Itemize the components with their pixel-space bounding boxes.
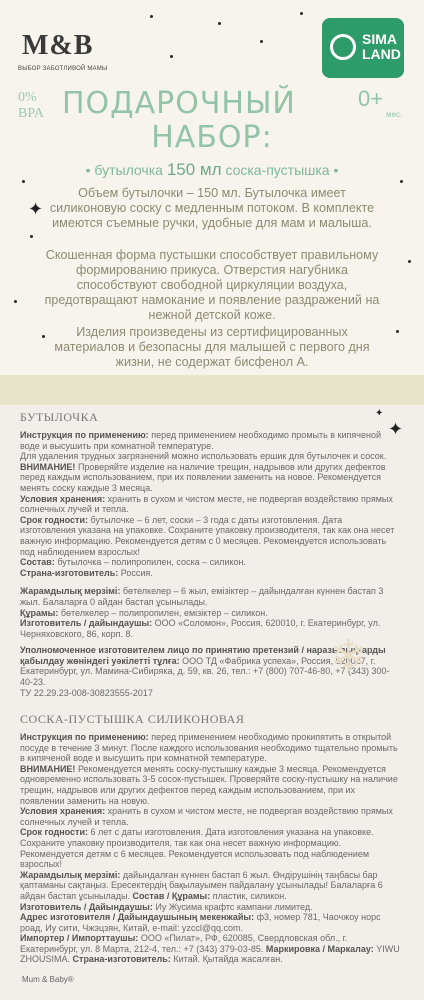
label: Срок годности: [20,514,88,525]
sub-pacifier: соска-пустышка • [225,162,339,178]
label: Изготовитель / дайындаушы: [20,618,153,629]
set-contents [0,160,424,180]
text: хранить в сухом и чистом месте, не подвергая воздействию прямых солнечных лучей и тепла. [20,493,393,515]
text: пластик, силикон. [212,890,287,901]
bpa-label: BPA [18,106,44,121]
description-2: Скошенная форма пустышки способствует правильному формированию прикуса. Отверстия нагубника способствуют свободной циркуляции воздуха, предотвращают намокание и появление раздражений на нежной детской коже. [44,248,380,322]
title-line-1: ПОДАРОЧНЫЙ [62,86,296,121]
text: ООО ТД «Фабрика успеха», Россия, 620027, г. Екатеринбург, ул. Мамина-Сибиряка, д. 59, кв. 26, тел.: +7 (800) 707-46-80, +7 (343) 300-40-23. [20,655,390,688]
text: YIWU ZHOUSIMA. [20,943,400,965]
sima-land-text-2: LAND [362,46,401,62]
label: Құрамы: [20,607,59,618]
footer-brand: Mum & Baby® [22,975,74,984]
decor-dot [260,40,263,43]
title-line-2: НАБОР: [151,120,273,155]
text: ООО «Пилат», РФ, 620085, Свердловская обл., г. Екатеринбург, ул. 8 Марта, 212-4, тел.: +7 (343) 379-03-85. [20,933,348,954]
mb-logo: M&B [22,30,94,61]
label: Маркировка / Маркалау: [265,943,374,954]
label: Состав / Құрамы: [132,890,211,901]
description-1: Объем бутылочки – 150 мл. Бутылочка имеет силиконовую соску с медленным потоком. В комплекте имеются съемные ручки, удобные для мам и малыша. [49,186,375,230]
decor-dot [408,260,411,263]
text: хранить в сухом и чистом месте, не подвергая воздействию прямых солнечных лучей и тепла. [20,806,393,827]
sima-land-logo [322,18,404,78]
text: бутылочка – полипропилен, соска – силикон. [57,557,246,568]
label: Инструкция по применению: [20,732,149,742]
decor-dot [300,12,303,15]
decor-dot [42,335,45,338]
description-3: Изделия произведены из сертифицированных материалов и безопасны для малышей с первого дня жизни, не содержат бисфенол А. [54,325,370,369]
text: Иу Жусима крафтс кампани лимитед. [155,901,313,912]
text: Рекомендуется менять соску-пустышку каждые 3 месяца. Рекомендуется одновременно использовать 3-5 сосок-пустышек. Проверяйте соску-пустышку на наличие трещин, надрывов или других дефектов перед каждым использованием, при их появлении заменить на новую. [20,763,398,806]
decor-dot [150,15,153,18]
label: Изготовитель / Дайындаушы: [20,901,153,912]
age-badge: 0+ [358,86,384,111]
sparkle-icon: ✦ [28,199,44,219]
text: Китай. Қытайда жасалған. [173,954,283,965]
label: Жарамдылық мерзімі: [20,586,121,597]
text: 6 лет с даты изготовления. Дата изготовления указана на упаковке. Сохраните упаковку производителя, так как она несет важную информацию. Рекомендуется детям с 6 месяцев. Рекомендуется использовать под наблюдением взрослых! [20,827,374,870]
decor-dot [30,235,33,238]
bottle-heading: БУТЫЛОЧКА [20,410,99,424]
decor-dot [22,180,25,183]
snowflake-icon: ❄ [330,632,367,681]
decor-dot [170,55,173,58]
sub-bottle: • бутылочка [85,162,163,178]
text: ООО «Соломон», Россия, 620010, г. Екатеринбург, ул. Черняховского, 86, корп. 8. [20,618,381,639]
label: Страна-изготовитель: [20,567,119,578]
label: Страна-изготовитель: [72,954,171,965]
decor-dot [400,180,403,183]
decor-dot [14,300,17,303]
text: бөтелкелер – полипропилен, емізіктер – силикон. [60,607,268,618]
label: Импортер / Импорттаушы: [20,933,139,944]
label: Условия хранения: [20,493,106,504]
text: Проверяйте изделие на наличие трещин, надрывов или других дефектов перед каждым использованием, при их появлении заменить на новое. Рекомендуется менять соску каждые 3 месяца. [20,461,386,493]
decor-dot [218,22,221,25]
text: перед применением необходимо прокипятить в открытой посуде в течение 3 минут. После каждого использования необходимо тщательно промыть в кипяченой воде и высушить при комнатной температуре. [20,732,398,764]
text: бутылочке – 6 лет, соски – 3 года с даты изготовления. Дата изготовления указана на упаковке. Сохраните упаковку производителя, так как она несет важную информацию. Рекомендуется детям с 0 месяцев. Рекомендуется использовать под наблюдением взрослых! [20,514,395,557]
sub-volume: 150 мл [166,160,222,179]
age-unit: мес. [386,110,403,119]
text: Россия. [120,567,153,578]
brand-tagline: ВЫБОР ЗАБОТЛИВОЙ МАМЫ [18,66,108,72]
label: Жарамдылық мерзімі: [20,869,121,880]
sparkle-icon: ✦ [375,408,384,419]
sima-land-text-1: SIMA [362,31,397,47]
pacifier-heading: СОСКА-ПУСТЫШКА СИЛИКОНОВАЯ [20,712,245,726]
label: Уполномоченное изготовителем лицо по принятию претензий / наразылықтарды қабылдау жөніндегі уәкілетті тұлға: [20,645,386,666]
bpa-value: 0% [18,90,37,105]
decor-band [0,375,424,405]
sima-land-icon [330,34,356,60]
text: ф3, номер 781, Чаочжоу норс роад, Иу сити, Чжэцзян, Китай, e-mail: yzccl@qq.com. [20,912,381,933]
text: дайындалған күннен бастап 6 жыл. Өндірушінің таңбасы бар қаптаманы сақтаңыз. Ересектердің бақылауымен пайдалану ұсынылады! Балаларға 6 айдан бастап ұсынылады. [20,869,383,901]
label: ВНИМАНИЕ! [20,763,76,774]
pacifier-info [20,732,400,965]
label: Условия хранения: [20,806,106,817]
label: Срок годности: [20,827,88,838]
text: Для удаления трудных загрязнений можно использовать ершик для бутылочек и сосок. [20,451,387,462]
decor-dot [396,330,399,333]
tu-code: ТУ 22.29.23-008-30823555-2017 [20,687,153,698]
label: Состав: [20,557,55,568]
sparkle-icon: ✦ [388,419,404,439]
bpa-free-badge [18,90,44,122]
label: Адрес изготовителя / Дайындаушының мекенжайы: [20,912,255,923]
label: Инструкция по применению: [20,430,149,440]
text: бөтелкелер – 6 жыл, емізіктер – дайындалған күннен бастап 3 жыл. Балаларға 0 айдан бастап ұсынылады. [20,586,384,607]
text: перед применением необходимо промыть в кипяченой воде и высушить при комнатной температуре. [20,430,381,451]
label: ВНИМАНИЕ! [20,461,76,472]
